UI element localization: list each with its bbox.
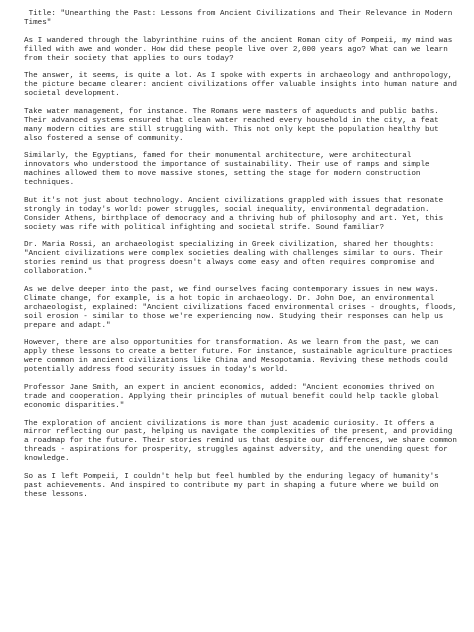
paragraph-4: Similarly, the Egyptians, famed for their monumental architecture, were architectural innovators who understood the importance of sustainability. Their use of ramps and simple machines allowed them to move massive stones, setting the stage for modern construction techniques. bbox=[24, 152, 435, 188]
paragraph-2: The answer, it seems, is quite a lot. As I spoke with experts in archaeology and anthropology, the picture became clearer: ancient civilizations offer valuable insights into human nature and societal development. bbox=[24, 72, 462, 99]
paragraph-8: However, there are also opportunities for transformation. As we learn from the past, we can apply these lessons to create a better future. For instance, sustainable agriculture practices were common in ancient civilizations like China and Mesopotamia. Reviving these methods could potentially address food security issues in today's world. bbox=[24, 339, 457, 375]
paragraph-3: Take water management, for instance. The Romans were masters of aqueducts and public baths. Their advanced systems ensured that clean water reached every household in the city, a feat many modern cities are still struggling with. This not only kept the population healthy but also fostered a sense of community. bbox=[24, 107, 444, 143]
paragraph-7: As we delve deeper into the past, we find ourselves facing contemporary issues in new ways. Climate change, for example, is a hot topic in archaeology. Dr. John Doe, an environmental archaeologist, explained: "Ancient civilizations faced environmental crises - droughts, floods, soil erosion - similar to those we're experiencing now. Studying their responses can help us prepare and adapt." bbox=[24, 285, 462, 330]
paragraph-6: Dr. Maria Rossi, an archaeologist specializing in Greek civilization, shared her thoughts: "Ancient civilizations were complex societies dealing with challenges similar to ours. Their stories remind us that progress doesn't always come easy and often requires compromise and collaboration." bbox=[24, 241, 448, 277]
paragraph-1: As I wandered through the labyrinthine ruins of the ancient Roman city of Pompeii, my mind was filled with awe and wonder. How did these people live over 2,000 years ago? What can we learn from their society that applies to ours today? bbox=[24, 36, 457, 63]
paragraph-10: The exploration of ancient civilizations is more than just academic curiosity. It offers a mirror reflecting our past, helping us navigate the complexities of the present, and providing a roadmap for the future. Their stories remind us that despite our differences, we share common threads - aspirations for prosperity, struggles against adversity, and the unending quest for knowledge. bbox=[24, 419, 462, 464]
paragraph-11: So as I left Pompeii, I couldn't help but feel humbled by the enduring legacy of humanity's past achievements. And inspired to contribute my part in shaping a future where we build on these lessons. bbox=[24, 472, 444, 499]
paragraph-9: Professor Jane Smith, an expert in ancient economics, added: "Ancient economies thrived on trade and cooperation. Applying their principles of mutual benefit could help tackle global economic disparities." bbox=[24, 383, 444, 410]
paragraph-5: But it's not just about technology. Ancient civilizations grappled with issues that resonate strongly in today's world: power struggles, social inequality, environmental degradation. Consider Athens, birthplace of democracy and a thriving hub of philosophy and art. Yet, this society was rife with political infighting and societal strife. Sound familiar? bbox=[24, 196, 448, 232]
document-title: Title: "Unearthing the Past: Lessons from Ancient Civilizations and Their Relevance in Modern Times" bbox=[24, 10, 457, 27]
document-body bbox=[24, 10, 460, 509]
